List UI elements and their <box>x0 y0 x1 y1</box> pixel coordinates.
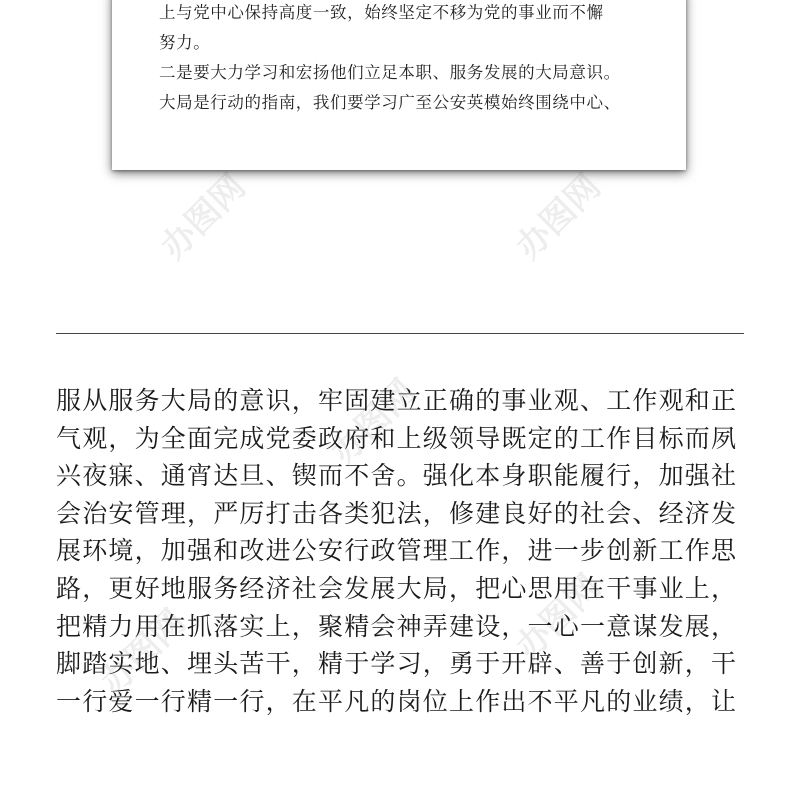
card-line: 二是要大力学习和宏扬他们立足本职、服务发展的大局意识。 <box>159 63 621 82</box>
section-divider <box>56 333 744 334</box>
body-line: 会治安管理，严厉打击各类犯法，修建良好的社会、经济发 <box>56 498 738 528</box>
body-paragraph <box>56 382 756 720</box>
body-line: 一行爱一行精一行，在平凡的岗位上作出不平凡的业绩，让 <box>56 686 738 716</box>
card-line: 努力。 <box>159 33 211 52</box>
watermark: 办图网 <box>153 166 254 268</box>
body-line: 服从服务大局的意识，牢固建立正确的事业观、工作观和正 <box>56 386 738 415</box>
watermark: 办图网 <box>508 566 609 668</box>
watermark: 办图网 <box>93 601 194 703</box>
watermark: 办图网 <box>508 166 609 268</box>
body-line: 兴夜寐、通宵达旦、锲而不舍。强化本身职能履行，加强社 <box>56 461 738 491</box>
body-line: 把精力用在抓落实上，聚精会神弄建设，一心一意谋发展， <box>56 611 738 641</box>
body-line: 脚踏实地、埋头苦干，精于学习，勇于开辟、善于创新，干 <box>56 649 738 679</box>
quote-card <box>112 0 686 170</box>
body-line: 路，更好地服务经济社会发展大局，把心思用在干事业上， <box>56 573 738 603</box>
card-line: 大局是行动的指南，我们要学习广至公安英模始终围绕中心、 <box>159 93 621 112</box>
card-line: 上与党中心保持高度一致，始终坚定不移为党的事业而不懈 <box>159 3 604 22</box>
body-line: 气观，为全面完成党委政府和上级领导既定的工作目标而夙 <box>56 423 738 453</box>
body-line: 展环境，加强和改进公安行政管理工作，进一步创新工作思 <box>56 536 738 566</box>
watermark: 办图网 <box>323 371 424 473</box>
